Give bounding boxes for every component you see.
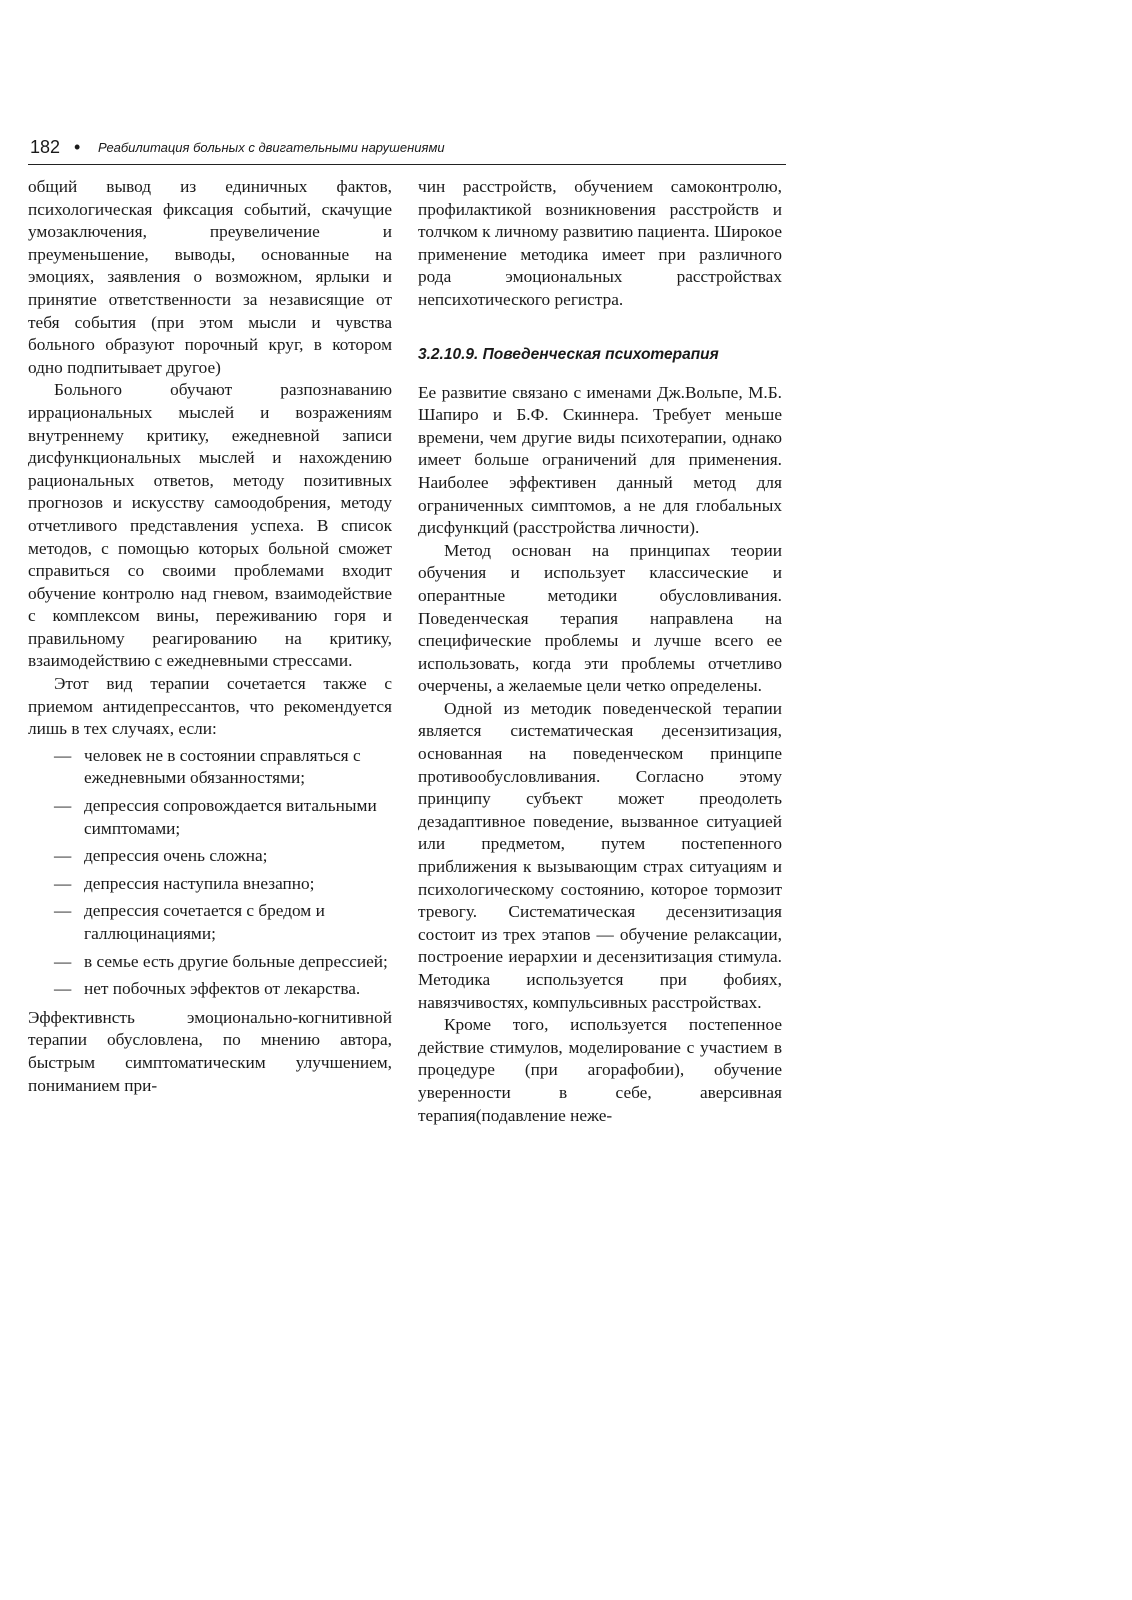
list-item: — в семье есть другие больные депрессией; [28, 951, 392, 974]
paragraph: Больного обучают разпознаванию иррациональных мыслей и возражениям внутреннему критику, ежедневной записи дисфункциональных мыслей и нахождению рациональных ответов, методу позитивных прогнозов и искусству самоодобрения, методу отчетливого представления успеха. В список методов, с помощью которых больной сможет справиться со своими проблемами входит обучение контролю над гневом, взаимодействие с комплексом вины, переживанию горя и правильному реагированию на критику, взаимодействию с ежедневными стрессами. [28, 380, 392, 671]
paragraph: Метод основан на принципах теории обучения и использует классические и оперантные методики обусловливания. Поведенческая терапия направлена на специфические проблемы и лучше всего ее использовать, когда эти проблемы отчетливо очерчены, а желаемые цели четко определены. [418, 540, 782, 696]
list-item: — депрессия наступила внезапно; [28, 873, 392, 896]
paragraph: чин расстройств, обучением самоконтролю, профилактикой возникновения расстройств и толчком к личному развитию пациента. Широкое применение методика имеет при различного рода эмоциональных расстройствах непсихотического регистра. [418, 177, 782, 309]
paragraph: Одной из методик поведенческой терапии является систематическая десензитизация, основанная на поведенческом принципе противообусловливания. Согласно этому принципу субъект может преодолеть дезадаптивное поведение, вызванное ситуацией или предметом, путем постепенного приближения к вызывающим страх ситуациям и психологическому состоянию, которое тормозит тревогу. Систематическая десензитизация состоит из трех этапов — обучение релаксации, построение иерархии и десензитизация стимула. Методика используется при фобиях, навязчивостях, компульсивных расстройствах. [418, 698, 782, 1012]
list-item: — человек не в состоянии справляться с ежедневными обязанностями; [28, 745, 392, 790]
paragraph: Ее развитие связано с именами Дж.Вольпе, М.Б. Шапиро и Б.Ф. Скиннера. Требует меньше времени, чем другие виды психотерапии, однако имеет больше ограничений для применения. Наиболее эффективен данный метод для ограниченных симптомов, а не для глобальных дисфункций (расстройства личности). [418, 382, 782, 538]
header-bullet: • [74, 137, 81, 157]
page-number: 182 [30, 137, 61, 157]
list-item: — депрессия сопровождается витальными симптомами; [28, 795, 392, 840]
list-item: — депрессия очень сложна; [28, 845, 392, 868]
paragraph: Эффективнсть эмоционально-когнитивной терапии обусловлена, по мнению автора, быстрым симптоматическим улучшением, пониманием при- [28, 1007, 392, 1095]
paragraph: Этот вид терапии сочетается также с приемом антидепрессантов, что рекомендуется лишь в тех случаях, если: [28, 674, 392, 739]
left-column [28, 176, 392, 1097]
page-header [28, 136, 786, 165]
paragraph: Кроме того, используется постепенное действие стимулов, моделирование с участием в процедуре (при агорафобии), обучение уверенности в себе, аверсивная терапия(подавление неже- [418, 1015, 782, 1125]
list-item: — нет побочных эффектов от лекарства. [28, 978, 392, 1001]
right-column [418, 176, 782, 1127]
paragraph: общий вывод из единичных фактов, психологическая фиксация событий, скачущие умозаключения, преувеличение и преуменьшение, выводы, основанные на эмоциях, заявления о возможном, ярлыки и принятие ответственности за независящие от тебя события (при этом мысли и чувства больного образуют порочный круг, в котором одно подпитывает другое) [28, 177, 392, 377]
section-heading: 3.2.10.9. Поведенческая психотерапия [418, 345, 719, 363]
list-item: — депрессия сочетается с бредом и галлюцинациями; [28, 900, 392, 945]
running-title: Реабилитация больных с двигательными нарушениями [98, 140, 445, 155]
condition-list [28, 745, 392, 1001]
